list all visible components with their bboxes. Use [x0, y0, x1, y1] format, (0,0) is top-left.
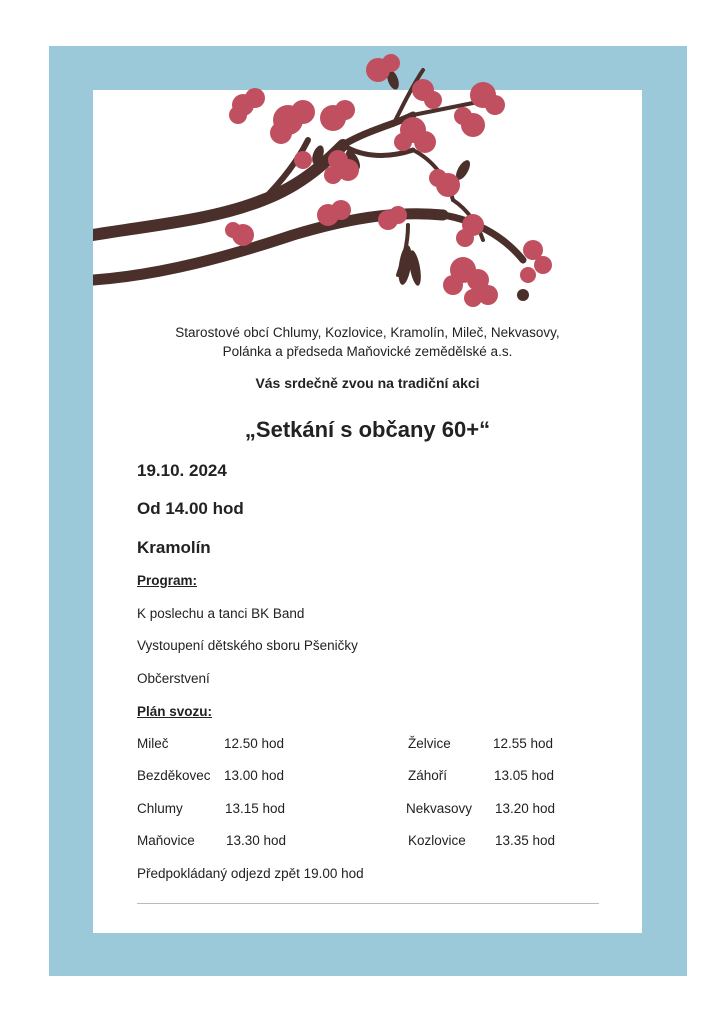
pickup-place: Nekvasovy — [406, 801, 473, 816]
event-date: 19.10. 2024 — [137, 461, 227, 480]
intro-line-1: Starostové obcí Chlumy, Kozlovice, Kramolín, Mileč, Nekvasovy, — [175, 325, 560, 340]
pickup-place: Želvice — [408, 736, 451, 751]
bottom-divider — [137, 903, 599, 904]
program-item: Vystoupení dětského sboru Pšeničky — [137, 638, 358, 653]
pickup-time: 13.05 hod — [494, 768, 555, 783]
pickup-place: Bezděkovec — [137, 768, 211, 783]
organizers-intro — [93, 323, 642, 361]
program-item: K poslechu a tanci BK Band — [137, 606, 305, 621]
pickup-place: Kozlovice — [408, 833, 466, 848]
pickup-place: Chlumy — [137, 801, 183, 816]
blossom-branch-illustration — [93, 50, 563, 310]
pickup-time: 13.00 hod — [224, 768, 285, 783]
pickup-time: 13.30 hod — [226, 833, 287, 848]
event-time: Od 14.00 hod — [137, 499, 244, 518]
program-heading: Program: — [137, 573, 198, 588]
invitation-line: Vás srdečně zvou na tradiční akci — [255, 375, 480, 391]
pickup-time: 13.15 hod — [225, 801, 286, 816]
intro-line-2: Polánka a předseda Maňovické zemědělské a.s. — [222, 344, 513, 359]
program-item: Občerstvení — [137, 671, 210, 686]
pickup-place: Maňovice — [137, 833, 195, 848]
pickup-time: 13.20 hod — [495, 801, 556, 816]
pickup-time: 12.55 hod — [493, 736, 554, 751]
pickup-heading: Plán svozu: — [137, 704, 213, 719]
event-place: Kramolín — [137, 538, 211, 557]
pickup-time: 13.35 hod — [495, 833, 556, 848]
pickup-time: 12.50 hod — [224, 736, 285, 751]
event-title: „Setkání s občany 60+“ — [244, 417, 491, 442]
pickup-place: Mileč — [137, 736, 169, 751]
pickup-place: Záhoří — [408, 768, 448, 783]
return-info: Předpokládaný odjezd zpět 19.00 hod — [137, 866, 364, 881]
